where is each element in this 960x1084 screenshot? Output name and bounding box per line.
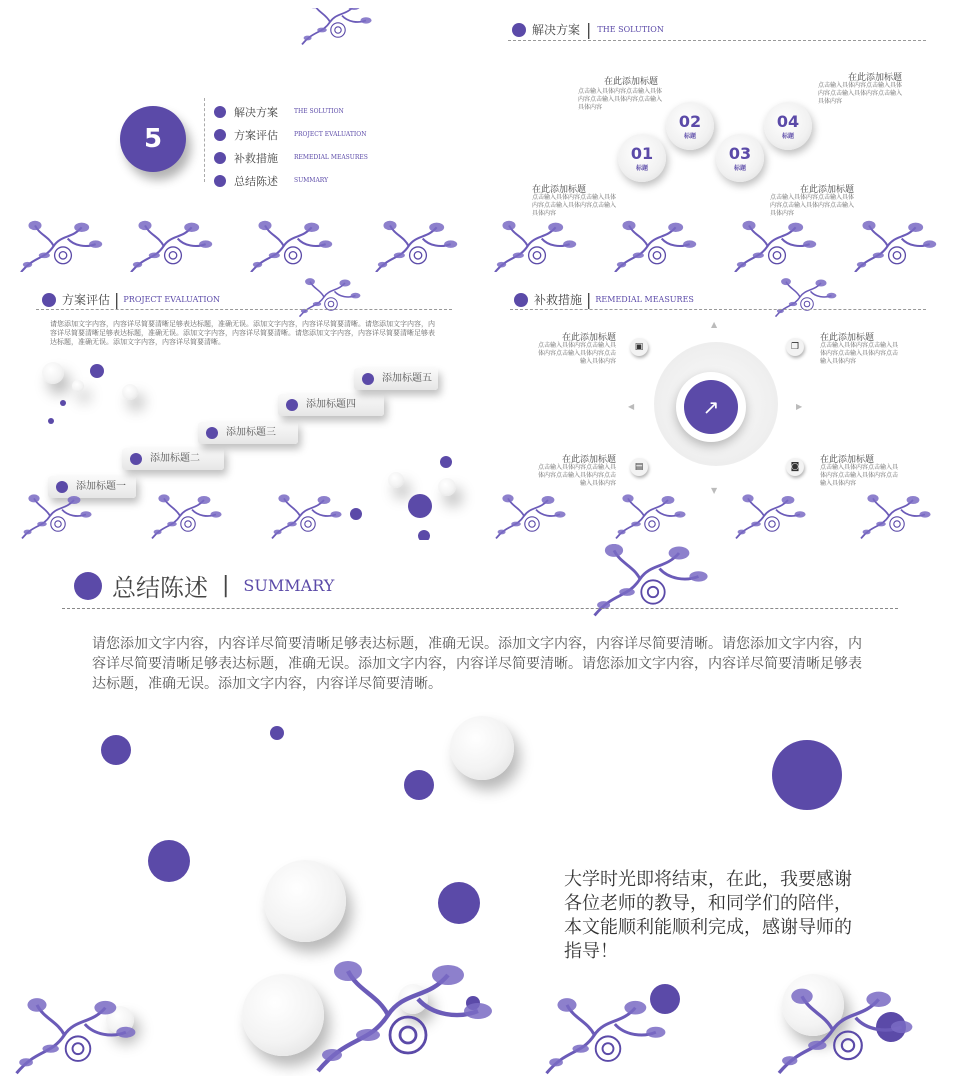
solution-block-4 [770,186,854,218]
toc-divider [204,98,206,182]
header-rule [36,309,452,310]
floral-bottom-decoration [8,218,478,272]
floral-bottom-decoration [482,492,952,540]
summary-slide [8,544,952,1076]
toc-item[interactable] [214,169,368,192]
slide-title-zh: 方案评估 [62,293,111,307]
floral-bottom-decoration [8,492,478,540]
remedial-block-3: 在此添加标题 点击输入具体内容点击输入具体内容点击输入具体内容点击输入具体内容 [537,455,616,487]
block-title: 在此添加标题 [847,73,902,83]
block-text: 点击输入具体内容点击输入具体内容点击输入具体内容点击输入具体内容 [532,194,617,217]
summary-quote: 大学时光即将结束，在此，我要感谢各位老师的教导，和同学们的陪伴，本文能顺利能顺利完成，感谢导师的指导！ [564,869,852,962]
solution-block-2 [818,74,902,106]
toc-item-en: THE SOLUTION [294,108,344,115]
document-icon: ▤ [630,458,648,476]
block-text: 点击输入具体内容点击输入具体内容点击输入具体内容点击输入具体内容 [770,194,855,217]
remedial-block-4: 在此添加标题 点击输入具体内容点击输入具体内容点击输入具体内容点击输入具体内容 [820,455,899,487]
header-rule [62,608,898,609]
slide-title-zh: 补救措施 [534,293,583,307]
remedial-block-1: 在此添加标题 点击输入具体内容点击输入具体内容点击输入具体内容点击输入具体内容 [537,333,616,365]
block-title: 在此添加标题 [603,77,658,87]
toc-item-en: SUMMARY [294,177,329,184]
presentation-icon: ▣ [630,338,648,356]
floral-top-decoration [296,276,366,318]
gear-01[interactable]: 01 标题 [618,134,666,182]
copy-icon: ❐ [786,338,804,356]
toc-item-zh: 总结陈述 [234,174,278,188]
evaluation-body: 请您添加文字内容，内容详尽简要清晰足够表达标题，准确无误。添加文字内容，内容详尽简要清晰。请您添加文字内容，内容详尽简要清晰足够表达标题，准确无误。添加文字内容，内容详尽简要清晰。请您添加文字内容，内容详尽简要清晰足够表达标题，准确无误。添加文字内容，内容详尽简要清晰。 [50,320,435,346]
slide-title-zh: 解决方案 [532,23,581,37]
camera-icon: ◙ [786,458,804,476]
slide-title-en: SUMMARY [243,576,335,595]
step-5[interactable]: 添加标题五 [354,368,438,390]
toc-item-zh: 补救措施 [234,151,278,165]
solution-block-1-text: 点击输入具体内容点击输入具体内容点击输入具体内容点击输入具体内容 [578,88,663,111]
gear-02[interactable]: 02 标题 [666,102,714,150]
remedial-block-2: 在此添加标题 点击输入具体内容点击输入具体内容点击输入具体内容点击输入具体内容 [820,333,899,365]
floral-top-decoration [588,544,718,618]
solution-block-3 [532,186,616,218]
toc-item-zh: 方案评估 [234,128,278,142]
evaluation-slide [8,276,478,540]
floral-bottom-decoration [482,218,952,272]
step-4[interactable]: 添加标题四 [278,394,384,416]
slide-title-en: PROJECT EVALUATION [123,295,221,304]
slide-title-zh: 总结陈述 [112,574,208,602]
block-title: 在此添加标题 [799,185,854,195]
solution-slide [482,8,952,272]
slide-title-en: REMEDIAL MEASURES [595,295,694,304]
floral-top-decoration [298,8,378,46]
header-rule [508,40,926,41]
gear-04[interactable]: 04 标题 [764,102,812,150]
section-number-badge [120,106,186,172]
step-1[interactable]: 添加标题一 [48,476,136,498]
solution-block-1 [578,74,658,87]
toc-item[interactable] [214,123,368,146]
slide-title-en: THE SOLUTION [597,25,664,34]
toc-item-en: REMEDIAL MEASURES [294,154,368,161]
remedial-slide [482,276,952,540]
slide-header: 总结陈述 | SUMMARY [74,568,334,603]
toc-slide [8,8,478,272]
chart-growth-icon[interactable]: ↗ [684,380,738,434]
toc-item-zh: 解决方案 [234,105,278,119]
arrow-left-icon: ◀ [628,402,635,411]
slide-header: 补救措施 | REMEDIAL MEASURES [514,290,694,309]
arrow-right-icon: ▶ [796,402,803,411]
block-title: 在此添加标题 [532,185,587,195]
slide-header: 方案评估 | PROJECT EVALUATION [42,290,220,309]
toc-item[interactable] [214,146,368,169]
summary-body: 请您添加文字内容，内容详尽简要清晰足够表达标题，准确无误。添加文字内容，内容详尽简要清晰。请您添加文字内容，内容详尽简要清晰足够表达标题，准确无误。添加文字内容，内容详尽简要清晰。请您添加文字内容，内容详尽简要清晰足够表达标题，准确无误。添加文字内容，内容详尽简要清晰。 [92,636,862,692]
section-number: 5 [143,124,163,154]
toc-item[interactable] [214,100,368,123]
slide-header: 解决方案 | THE SOLUTION [512,20,664,39]
floral-top-decoration [772,276,842,318]
arrow-down-icon: ▼ [711,486,718,495]
block-text: 点击输入具体内容点击输入具体内容点击输入具体内容点击输入具体内容 [818,82,903,105]
arrow-up-icon: ▲ [711,320,718,329]
header-rule [510,309,926,310]
toc-list [214,100,368,192]
step-3[interactable]: 添加标题三 [198,422,298,444]
toc-item-en: PROJECT EVALUATION [294,131,367,138]
gear-03[interactable]: 03 标题 [716,134,764,182]
step-2[interactable]: 添加标题二 [122,448,224,470]
